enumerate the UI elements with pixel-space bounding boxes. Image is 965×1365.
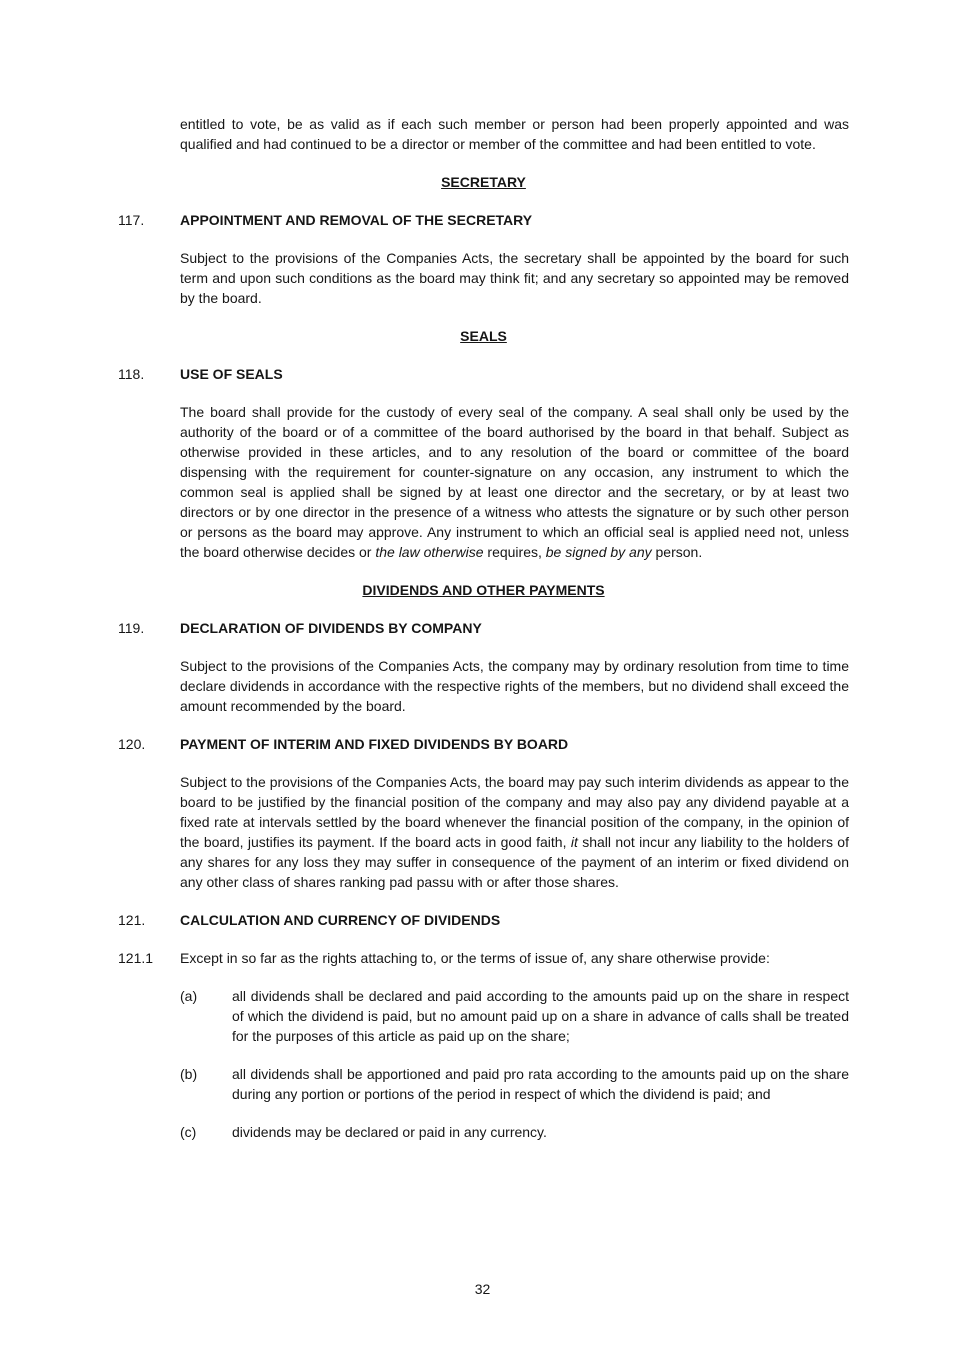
clause-121-1-text: Except in so far as the rights attaching to, or the terms of issue of, any share otherwise provide: bbox=[180, 950, 770, 966]
article-118-number: 118. bbox=[118, 366, 145, 382]
article-119-heading-row bbox=[118, 618, 849, 638]
list-item-a bbox=[180, 986, 849, 1046]
article-120-heading-row bbox=[118, 734, 849, 754]
seals-section-heading: SEALS bbox=[460, 328, 507, 344]
list-item-b-text: all dividends shall be apportioned and paid pro rata according to the amounts paid up on the share during any portion or portions of the period in respect of which the dividend is paid; and bbox=[232, 1066, 849, 1102]
article-118-body: The board shall provide for the custody of every seal of the company. A seal shall only be used by the authority of the board or of a committee of the board authorised by the board in that behalf. Subject as otherwise provided in these articles, and to any resolution of the board or committee of the board dispensing with the requirement for counter-signature on any occasion, any instrument to which the common seal is applied shall be signed by at least one director and the secretary, or by at least two directors or by one director in the presence of a witness who attests the signature or by such other person or persons as the board may approve. Any instrument to which an official seal is applied need not, unless the board otherwise decides or the law otherwise requires, be signed by any person. bbox=[180, 404, 849, 560]
article-117-body: Subject to the provisions of the Companies Acts, the secretary shall be appointed by the board for such term and upon such conditions as the board may think fit; and any secretary so appointed may be removed by the board. bbox=[180, 250, 849, 306]
article-119-title: DECLARATION OF DIVIDENDS BY COMPANY bbox=[180, 620, 482, 636]
article-117-heading-row bbox=[118, 210, 849, 230]
page-number: 32 bbox=[474, 1281, 491, 1297]
list-item-b-marker: (b) bbox=[180, 1066, 198, 1082]
list-item-a-marker: (a) bbox=[180, 988, 198, 1004]
article-117-title: APPOINTMENT AND REMOVAL OF THE SECRETARY bbox=[180, 212, 533, 228]
clause-121-1-row bbox=[118, 948, 849, 968]
list-item-c-marker: (c) bbox=[180, 1124, 197, 1140]
article-121-title: CALCULATION AND CURRENCY OF DIVIDENDS bbox=[180, 912, 501, 928]
list-item-b bbox=[180, 1064, 849, 1104]
article-121-heading-row bbox=[118, 910, 849, 930]
intro-paragraph: entitled to vote, be as valid as if each such member or person had been properly appointed and was qualified and had continued to be a director or member of the committee and had been entitled to vote. bbox=[180, 116, 849, 152]
article-118-heading-row bbox=[118, 364, 849, 384]
document-body bbox=[118, 114, 849, 1160]
article-121-number: 121. bbox=[118, 912, 146, 928]
list-item-c-text: dividends may be declared or paid in any currency. bbox=[232, 1124, 547, 1140]
article-119-number: 119. bbox=[118, 620, 145, 636]
list-item-c bbox=[180, 1122, 849, 1142]
article-117-number: 117. bbox=[118, 212, 145, 228]
article-118-title: USE OF SEALS bbox=[180, 366, 283, 382]
article-120-title: PAYMENT OF INTERIM AND FIXED DIVIDENDS BY BOARD bbox=[180, 736, 569, 752]
article-120-number: 120. bbox=[118, 736, 146, 752]
clause-121-1-number: 121.1 bbox=[118, 950, 154, 966]
article-120-body: Subject to the provisions of the Companies Acts, the board may pay such interim dividends as appear to the board to be justified by the financial position of the company and may also pay any dividend payable at a fixed rate at intervals settled by the board whenever the financial position of the company, in the opinion of the board, justifies its payment. If the board acts in good faith, it shall not incur any liability to the holders of any shares for any loss they may suffer in consequence of the payment of an interim or fixed dividend on any other class of shares ranking pad passu with or after those shares. bbox=[180, 774, 849, 890]
secretary-section-heading: SECRETARY bbox=[441, 174, 526, 190]
article-119-body: Subject to the provisions of the Companies Acts, the company may by ordinary resolution from time to time declare dividends in accordance with the respective rights of the members, but no dividend shall exceed the amount recommended by the board. bbox=[180, 658, 849, 714]
list-item-a-text: all dividends shall be declared and paid according to the amounts paid up on the share in respect of which the dividend is paid, but no amount paid up on a share in advance of calls shall be treated for the purposes of this article as paid up on the share; bbox=[232, 988, 849, 1044]
dividends-section-heading: DIVIDENDS AND OTHER PAYMENTS bbox=[362, 582, 605, 598]
